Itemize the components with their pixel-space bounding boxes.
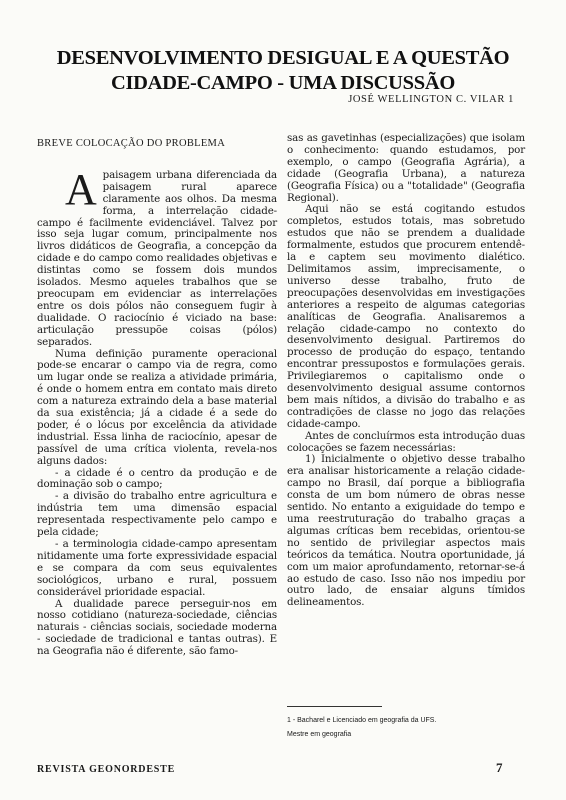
left-column xyxy=(37,138,277,658)
paragraph: sas as gavetinhas (especializações) que isolam o conhecimento: quando estudamos, por exemplo, o campo (Geografia Agrária), a cidade (Geografia Urbana), a natureza (Geografia Física) ou a "totalidade" (Geografia Regional). xyxy=(287,132,525,204)
paragraph: Numa definição puramente operacional pode-se encarar o campo via de regra, como um lugar onde se realiza a atividade primária, é onde o homem entra em contato mais direto com a natureza extraindo dela a base material da sua existência; já a cidade é a sede do poder, é o lócus por excelência da atividade industrial. Essa linha de raciocínio, apesar de passível de uma crítica violenta, revela-nos alguns dados: xyxy=(37,347,277,467)
list-item: - a divisão do trabalho entre agricultura e indústria tem uma dimensão espacial representada respectivamente pelo campo e pela cidade; xyxy=(37,490,277,539)
author-name: JOSÉ WELLINGTON C. VILAR 1 xyxy=(348,94,514,105)
footnote-divider xyxy=(287,706,382,707)
article-title-line-1: DESENVOLVIMENTO DESIGUAL E A QUESTÃO xyxy=(56,47,510,69)
paragraph-intro xyxy=(37,164,277,349)
drop-cap: A xyxy=(65,164,97,214)
paragraph: Aqui não se está cogitando estudos completos, estudos totais, mas sobretudo estudos que não se prendem a dualidade formalmente, estudos que procurem entendê-la e captem seu movimento dialético. Delimitamos assim, imprecisamente, o universo desse trabalho, fruto de preocupações desenvolvidas em investigações anteriores a respeito de algumas categorias analíticas de Geografia. Analisaremos a relação cidade-campo no contexto do desenvolvimento desigual. Partiremos do processo de produção do espaço, tentando encontrar pressupostos e formulações gerais. Privilegiaremos o capitalismo onde o desenvolvimento desigual assume contornos bem mais nítidos, a divisão do trabalho e as contradições de classe no jogo das relações cidade-campo. xyxy=(287,203,525,430)
footnote xyxy=(287,714,527,742)
footnote-line: 1 - Bacharel e Licenciado em geografia da UFS. xyxy=(287,717,437,724)
list-item: - a cidade é o centro da produção e de dominação sob o campo; xyxy=(37,466,277,491)
section-heading: BREVE COLOCAÇÃO DO PROBLEMA xyxy=(37,138,226,149)
paragraph: Antes de concluírmos esta introdução duas colocações se fazem necessárias: xyxy=(287,429,525,454)
page-number: 7 xyxy=(496,760,503,775)
right-column xyxy=(287,133,525,609)
paragraph: 1) Inicialmente o objetivo desse trabalho era analisar historicamente a relação cidade-campo no Brasil, daí porque a bibliografia consta de um bom número de obras nesse sentido. No entanto a exiguidade do tempo e uma reestruturação do trabalho graças a algumas críticas bem recebidas, orientou-se no sentido de privilegiar aspectos mais teóricos da temática. Noutra oportunidade, já com um maior aprofundamento, retornar-se-á ao estudo de caso. Isso não nos impediu por outro lado, de ensaiar alguns tímidos delineamentos. xyxy=(287,453,525,609)
paragraph-intro-text: paisagem urbana diferenciada da paisagem rural aparece claramente aos olhos. Da mesma forma, a interrelação cidade-campo é facilmente evidenciável. Talvez por isso seja lugar comum, principalmente nos livros didáticos de Geografia, a concepção da cidade e do campo como realidades objetivas e distintas como se fossem dois mundos isolados. Mesmo aqueles trabalhos que se preocupam em evidenciar as interrelações entre os dois pólos não conseguem fugir à dualidade. O raciocínio é viciado na base: articulação pressupõe coisas (pólos) separados. xyxy=(37,168,277,348)
journal-name: REVISTA GEONORDESTE xyxy=(37,764,176,775)
footnote-line: Mestre em geografia xyxy=(287,731,352,738)
paragraph: A dualidade parece perseguir-nos em nosso cotidiano (natureza-sociedade, ciências naturais - ciências sociais, sociedade moderna - sociedade de tradicional e tantas outras). E na Geografia não é diferente, são famo- xyxy=(37,597,277,658)
list-item: - a terminologia cidade-campo apresentam nitidamente uma forte expressividade espacial e se compara da com seus equivalentes sociológicos, urbano e rural, possuem considerável prioridade espacial. xyxy=(37,538,277,598)
article-title-line-2: CIDADE-CAMPO - UMA DISCUSSÃO xyxy=(110,72,456,94)
